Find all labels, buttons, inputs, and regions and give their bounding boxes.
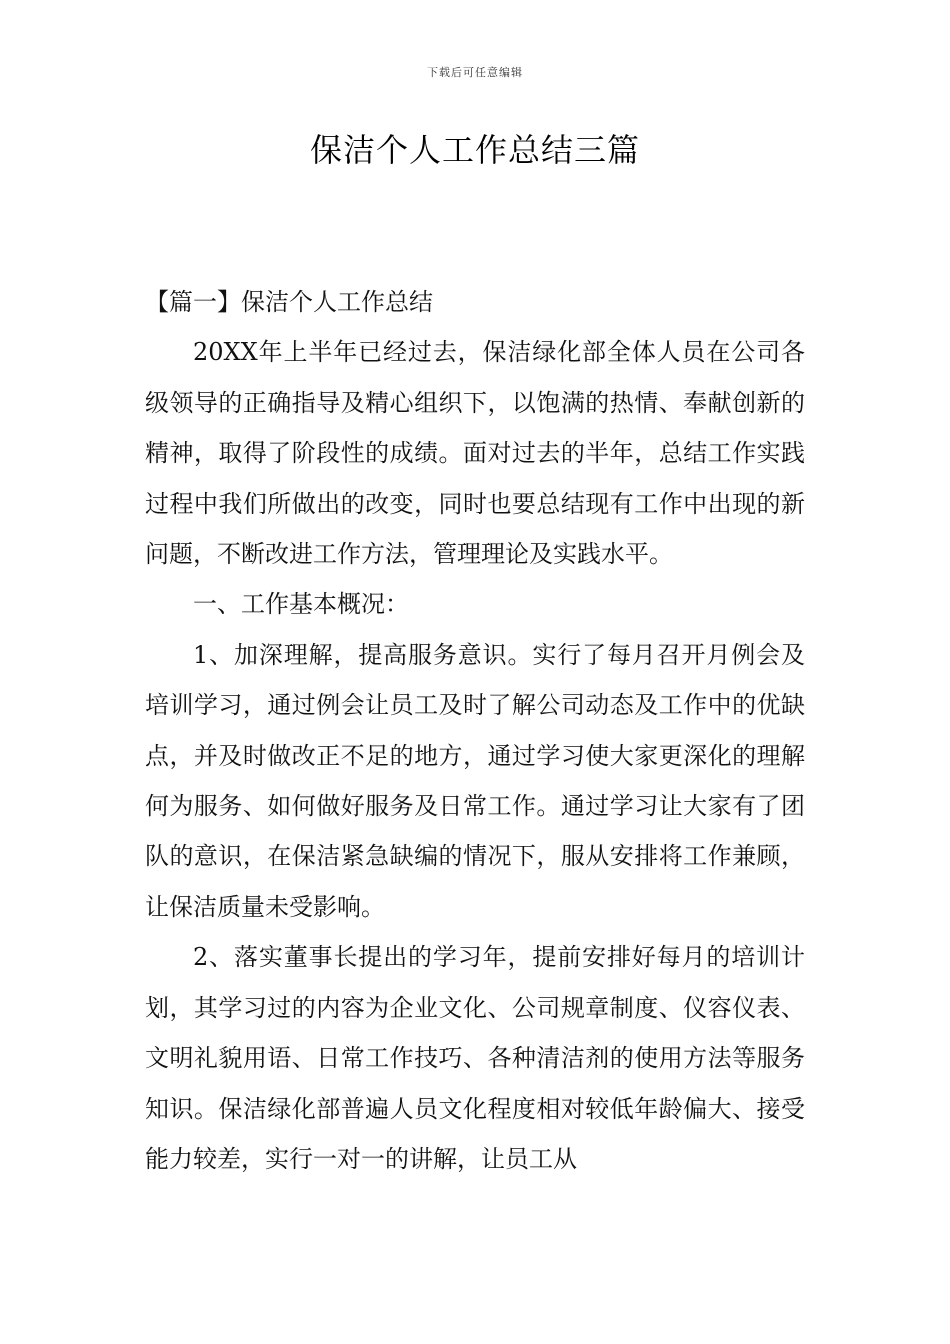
paragraph-item-2: 2、落实董事长提出的学习年，提前安排好每月的培训计划，其学习过的内容为企业文化、公司规章制度、仪容仪表、文明礼貌用语、日常工作技巧、各种清洁剂的使用方法等服务知识。保洁绿化部普遍人员文化程度相对较低年龄偏大、接受能力较差，实行一对一的讲解，让员工从 (145, 943, 805, 1173)
paragraph-item-1: 1、加深理解，提高服务意识。实行了每月召开月例会及培训学习，通过例会让员工及时了解公司动态及工作中的优缺点，并及时做改正不足的地方，通过学习使大家更深化的理解何为服务、如何做好服务及日常工作。通过学习让大家有了团队的意识，在保洁紧急缺编的情况下，服从安排将工作兼顾，让保洁质量未受影响。 (145, 640, 805, 921)
paragraph-intro: 20XX年上半年已经过去，保洁绿化部全体人员在公司各级领导的正确指导及精心组织下，以饱满的热情、奉献创新的精神，取得了阶段性的成绩。面对过去的半年，总结工作实践过程中我们所做出的改变，同时也要总结现有工作中出现的新问题，不断改进工作方法，管理理论及实践水平。 (145, 338, 805, 569)
paragraph-subheading: 一、工作基本概况： (193, 590, 409, 619)
document-title: 保洁个人工作总结三篇 (309, 131, 640, 169)
header-note: 下载后可任意编辑 (427, 66, 523, 79)
section-heading: 【篇一】保洁个人工作总结 (145, 288, 433, 316)
document-body (145, 277, 805, 1184)
